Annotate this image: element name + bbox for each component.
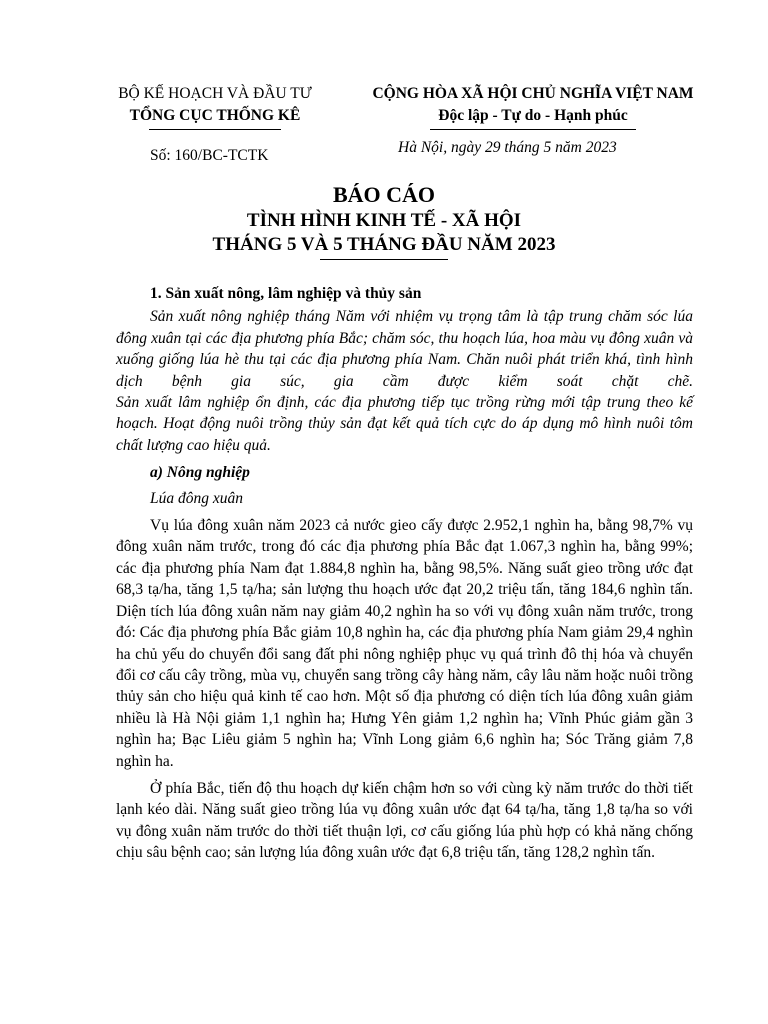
body-paragraph-2: Ở phía Bắc, tiến độ thu hoạch dự kiến chậm hơn so với cùng kỳ năm trước do thời tiết lạnh kéo dài. Năng suất gieo trồng lúa vụ đông xuân ước đạt 64 tạ/ha, tăng 1,8 tạ/ha so với vụ đông xuân năm trước do thời tiết thuận lợi, cơ cấu giống lúa phù hợp có khả năng chống chịu sâu bệnh cao; sản lượng lúa đông xuân ước đạt 6,8 triệu tấn, tăng 128,2 nghìn tấn. [116, 779, 693, 862]
intro-paragraph-1: Sản xuất nông nghiệp tháng Năm với nhiệm vụ trọng tâm là tập trung chăm sóc lúa đông xuân tại các địa phương phía Bắc; chăm sóc, thu hoạch lúa, hoa màu vụ đông xuân và xuống giống lúa hè thu tại các địa phương phía Nam. Chăn nuôi phát triển khá, tình hình dịch bệnh gia súc, gia cầm được kiểm soát chặt chẽ. [116, 308, 693, 390]
agency-name: TỔNG CỤC THỐNG KÊ [129, 107, 301, 124]
body-paragraph-1: Vụ lúa đông xuân năm 2023 cả nước gieo cấy được 2.952,1 nghìn ha, bằng 98,7% vụ đông xuân năm trước, trong đó các địa phương phía Bắc đạt 1.067,3 nghìn ha, bằng 99%; các địa phương phía Nam đạt 1.884,8 nghìn ha, bằng 98,5%. Năng suất gieo trồng ước đạt 68,3 tạ/ha, tăng 1,5 tạ/ha; sản lượng thu hoạch ước đạt 20,2 triệu tấn, tăng 184,6 nghìn tấn. Diện tích lúa đông xuân năm nay giảm 40,2 nghìn ha so với vụ đông xuân năm trước, trong đó: Các địa phương phía Bắc giảm 10,8 nghìn ha, các địa phương phía Nam giảm 29,4 nghìn ha chủ yếu do chuyển đổi sang đất phi nông nghiệp phục vụ quá trình đô thị hóa và chuyển đổi cơ cấu cây trồng, mùa vụ, chuyển sang trồng cây hàng năm, cây lâu năm hoặc nuôi trồng thủy sản cho hiệu quả kinh tế cao hơn. Một số địa phương có diện tích lúa đông xuân giảm nhiều là Hà Nội giảm 1,1 nghìn ha; Hưng Yên giảm 1,2 nghìn ha; Vĩnh Phúc giảm gần 3 nghìn ha; Bạc Liêu giảm 5 nghìn ha; Vĩnh Long giảm 6,6 nghìn ha; Sóc Trăng giảm 7,8 nghìn ha. [116, 517, 693, 770]
national-motto: Độc lập - Tự do - Hạnh phúc [438, 107, 628, 124]
motto-underline [430, 129, 636, 130]
national-title-block [348, 83, 718, 130]
intro-paragraph-2: Sản xuất lâm nghiệp ổn định, các địa phương tiếp tục trồng rừng mới tập trung theo kế hoạch. Hoạt động nuôi trồng thủy sản đạt kết quả tích cực do áp dụng mô hình nuôi tôm chất lượng cao hiệu quả. [116, 394, 693, 454]
document-date: Hà Nội, ngày 29 tháng 5 năm 2023 [398, 139, 617, 156]
agency-underline [149, 129, 281, 130]
report-title-block [0, 181, 768, 260]
report-body [116, 283, 693, 870]
country-name: CỘNG HÒA XÃ HỘI CHỦ NGHĨA VIỆT NAM [372, 85, 694, 102]
rice-subheading: Lúa đông xuân [150, 489, 243, 507]
section-heading: 1. Sản xuất nông, lâm nghiệp và thủy sản [150, 285, 422, 302]
report-title: BÁO CÁO [332, 182, 436, 207]
report-subtitle-line2: THÁNG 5 VÀ 5 THÁNG ĐẦU NĂM 2023 [212, 234, 556, 255]
ministry-name: BỘ KẾ HOẠCH VÀ ĐẦU TƯ [118, 85, 312, 102]
issuing-agency-block [100, 83, 330, 130]
title-underline [320, 259, 448, 260]
subsection-heading: a) Nông nghiệp [150, 464, 250, 482]
report-subtitle-line1: TÌNH HÌNH KINH TẾ - XÃ HỘI [246, 210, 522, 231]
document-number: Số: 160/BC-TCTK [150, 147, 269, 164]
